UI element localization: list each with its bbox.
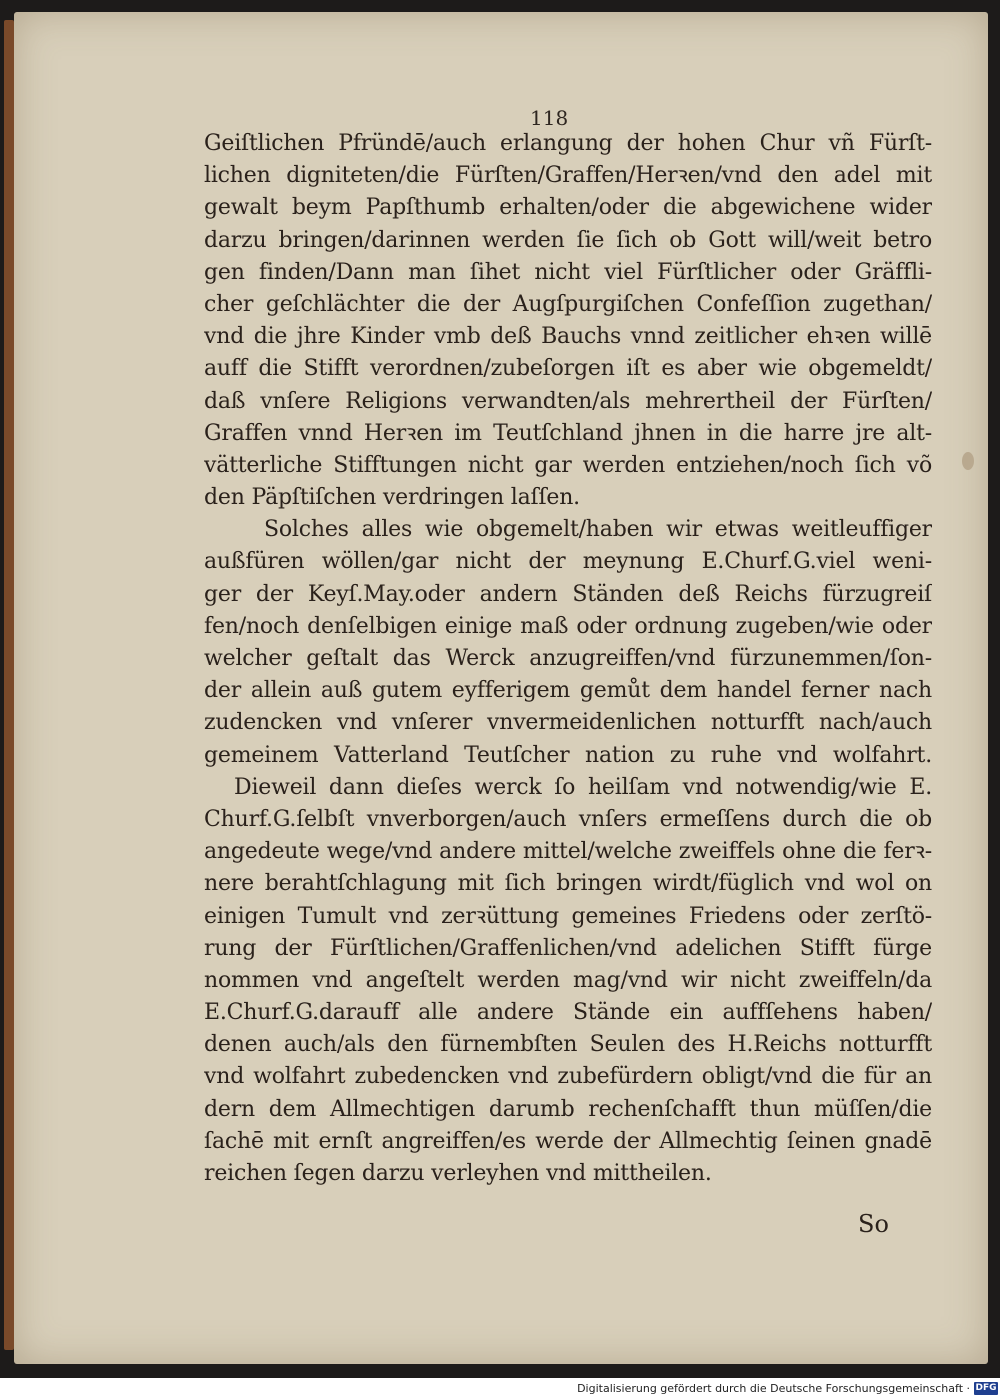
text-line: denen auch/als den fürnembſten Seulen des H.Reichs notturfft bbox=[204, 1032, 932, 1058]
text-line: vnd wolfahrt zubedencken vnd zubefürdern obligt/vnd die für an bbox=[204, 1064, 932, 1090]
text-line: vätterliche Stifftungen nicht gar werden entziehen/noch ſich võ bbox=[204, 452, 932, 478]
text-line: zudencken vnd vnſerer vnvermeidenlichen notturfft nach/auch bbox=[204, 710, 932, 736]
paragraph-1 bbox=[204, 128, 932, 514]
text-line: Solches alles wie obgemelt/haben wir etwas weitleuffiger bbox=[264, 517, 932, 543]
text-line: fen/noch denſelbigen einige maß oder ordnung zugeben/wie oder bbox=[204, 613, 932, 639]
text-line: Churf.G.ſelbſt vnverborgen/auch vnſers ermeſſens durch die ob bbox=[204, 806, 932, 832]
dfg-logo-icon: DFG bbox=[975, 1383, 997, 1393]
text-line: auff die Stifft verordnen/zubeſorgen iſt es aber wie obgemeldt/ bbox=[204, 356, 932, 382]
digitization-credit: Digitalisierung gefördert durch die Deutsche Forschungsgemeinschaft · bbox=[577, 1382, 970, 1395]
paper-stain bbox=[962, 452, 974, 470]
paragraph-2 bbox=[204, 514, 932, 772]
page-number: 118 bbox=[530, 106, 569, 130]
text-line: gemeinem Vatterland Teutſcher nation zu ruhe vnd wolfahrt. bbox=[204, 742, 932, 768]
text-line: darzu bringen/darinnen werden ſie ſich ob Gott will/weit betro bbox=[204, 227, 932, 253]
text-line: E.Churf.G.darauff alle andere Stände ein auffſehens haben/ bbox=[204, 1000, 932, 1026]
text-line: rung der Fürſtlichen/Graffenlichen/vnd adelichen Stifft fürge bbox=[204, 935, 932, 961]
body-text bbox=[204, 128, 932, 1190]
text-line: vnd die jhre Kinder vmb deß Bauchs vnnd zeitlicher ehꝛen willē bbox=[204, 324, 932, 350]
text-line: außfüren wöllen/gar nicht der meynung E.Churf.G.viel weni- bbox=[204, 549, 932, 575]
page-edge bbox=[4, 20, 14, 1350]
text-line: reichen ſegen darzu verleyhen vnd mittheilen. bbox=[204, 1161, 712, 1186]
text-line: daß vnſere Religions verwandten/als mehrertheil der Fürſten/ bbox=[204, 388, 932, 414]
text-line: einigen Tumult vnd zerꝛüttung gemeines Friedens oder zerſtö- bbox=[204, 903, 932, 929]
text-line: der allein auß gutem eyfferigem gemůt dem handel ferner nach bbox=[204, 678, 932, 704]
text-line: Dieweil dann dieſes werck ſo heilſam vnd notwendig/wie E. bbox=[234, 774, 932, 800]
text-line: dern dem Allmechtigen darumb rechenſchafft thun müſſen/die bbox=[204, 1096, 932, 1122]
catchword: So bbox=[858, 1210, 889, 1238]
paragraph-3 bbox=[204, 772, 932, 1190]
text-line: gewalt beym Papſthumb erhalten/oder die abgewichene wider bbox=[204, 195, 932, 221]
text-line: ger der Keyſ.May.oder andern Ständen deß Reichs fürzugreiſ bbox=[204, 581, 932, 607]
text-line: Geiſtlichen Pfründē/auch erlangung der hohen Chur vñ Fürſt- bbox=[204, 131, 932, 156]
text-line: cher geſchlächter die der Augſpurgiſchen Confeſſion zugethan/ bbox=[204, 291, 932, 317]
text-line: lichen digniteten/die Fürſten/Graffen/Herꝛen/vnd den adel mit bbox=[204, 163, 932, 189]
text-line: angedeute wege/vnd andere mittel/welche zweiffels ohne die ferꝛ- bbox=[204, 839, 932, 865]
text-line: den Päpſtiſchen verdringen laſſen. bbox=[204, 485, 580, 511]
text-line: welcher geſtalt das Werck anzugreiffen/vnd fürzunemmen/ſon- bbox=[204, 646, 932, 671]
text-line: gen finden/Dann man ſihet nicht viel Fürſtlicher oder Gräffli- bbox=[204, 259, 932, 285]
text-line: nommen vnd angeſtelt werden mag/vnd wir nicht zweiffeln/da bbox=[204, 967, 932, 993]
text-line: Graffen vnnd Herꝛen im Teutſchland jhnen in die harre jre alt- bbox=[204, 420, 932, 446]
text-line: nere berahtſchlagung mit ſich bringen wirdt/füglich vnd wol on bbox=[204, 871, 932, 897]
text-line: ſachē mit ernſt angreiffen/es werde der Allmechtig ſeinen gnadē bbox=[204, 1128, 932, 1154]
